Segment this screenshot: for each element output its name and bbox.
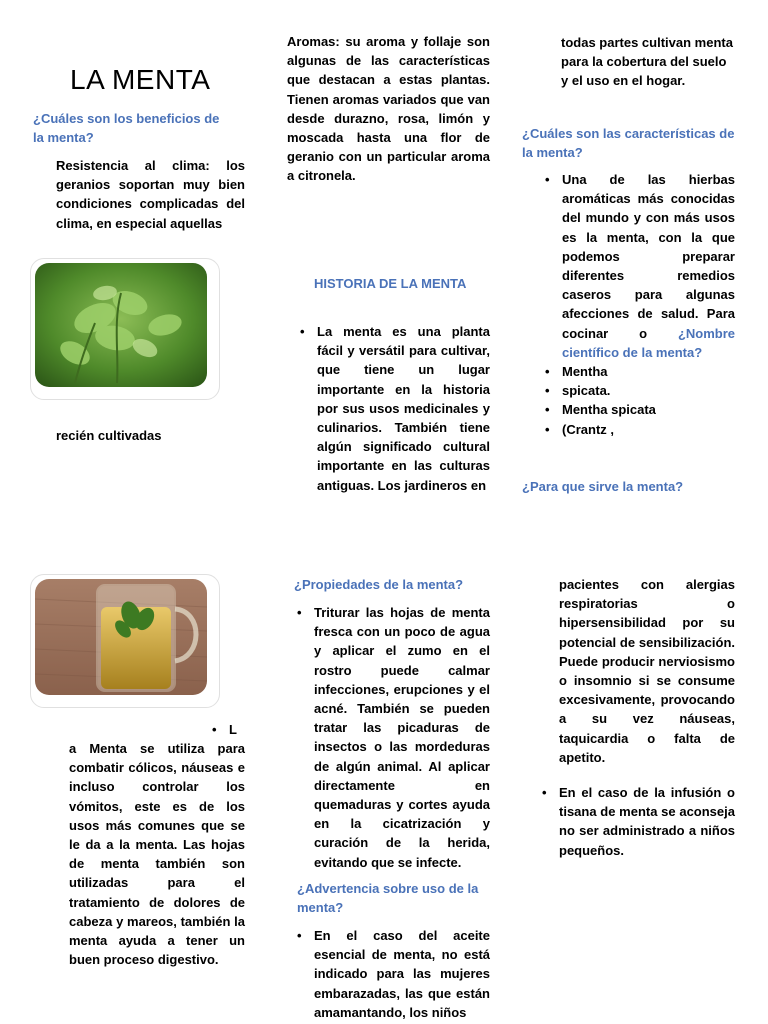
infusion-item: [559, 783, 735, 860]
uses-paragraph: a Menta se utiliza para combatir cólicos, náuseas e incluso controlar los vómitos, este es de los usos más comunes que se le da a la menta. Las hojas de menta también son utilizadas para el tratamiento de dolores de cabeza y mareos, también la menta ayuda a tener un buen proceso digestivo.: [69, 741, 245, 968]
infusion-text: En el caso de la infusión o tisana de menta se aconseja no ser administrado a niños pequeños.: [559, 785, 735, 858]
properties-heading: ¿Propiedades de la menta?: [294, 577, 464, 592]
infusion-list: [559, 783, 735, 860]
characteristics-text: Una de las hierbas aromáticas más conocidas del mundo y con más usos es la menta, con la que podemos preparar diferentes remedios caseros para algunas afecciones de salud. Para cocinar o: [562, 172, 735, 341]
scientific-name-item: [562, 381, 735, 400]
mint-tea-photo: [30, 574, 220, 708]
benefits-paragraph: Resistencia al clima: los geranios soportan muy bien condiciones complicadas del clima, en especial aquellas: [56, 158, 245, 231]
properties-text: Triturar las hojas de menta fresca con un poco de agua y aplicar el zumo en el rostro puede calmar infecciones, erupciones y el acné. También se pueden tratar las picaduras de insectos o las mordeduras de algún animal. Al aplicar directamente en quemaduras y cortes ayuda en la cicatrización y curación de la herida, evitando que se infecte.: [314, 605, 490, 870]
uses-bullet-letter: [229, 720, 259, 739]
scientific-name-item: [562, 420, 735, 439]
mint-plant-photo: [30, 258, 220, 400]
scientific-name-item: [562, 362, 735, 381]
aromas-paragraph: Aromas: su aroma y follaje son algunas de las características que destacan a estas plantas. Tienen aromas variados que van desde durazno, rosa, limón y moscada hasta una flor de geranio con un particular aroma a citronela.: [287, 34, 490, 184]
uses-bullet-text: L: [229, 722, 237, 737]
benefits-continuation: recién cultivadas: [56, 428, 162, 443]
scientific-name-text: spicata.: [562, 383, 611, 399]
characteristics-item: [562, 170, 735, 362]
properties-item: [314, 603, 490, 872]
history-list: [317, 322, 490, 495]
warning-heading: ¿Advertencia sobre uso de la menta?: [297, 881, 479, 916]
characteristics-list: [562, 170, 735, 439]
mint-tea-image: [35, 579, 207, 695]
scientific-name-text: (Crantz ,: [562, 421, 614, 437]
scientific-name-heading: ¿Nombre científico de la menta?: [562, 325, 735, 360]
scientific-name-item: [562, 400, 735, 419]
mint-leaves-image: [35, 263, 207, 387]
characteristics-heading: ¿Cuáles son las características de la menta?: [522, 126, 735, 161]
allergy-paragraph: pacientes con alergias respiratorias o hipersensibilidad por su potencial de sensibilización. Puede producir nerviosismo o insomnio si se consume excesivamente, provocando a su vez náuseas, taquicardia o falta de apetito.: [559, 577, 735, 765]
benefits-heading: ¿Cuáles son los beneficios de la menta?: [33, 111, 220, 146]
properties-list: [314, 603, 490, 872]
history-continuation: todas partes cultivan menta para la cobertura del suelo y el uso en el hogar.: [561, 35, 733, 89]
uses-heading: ¿Para que sirve la menta?: [522, 479, 684, 494]
warning-text: En el caso del aceite esencial de menta, no está indicado para las mujeres embarazadas, las que están amamantando, los niños: [314, 928, 490, 1020]
scientific-name-text: Mentha: [562, 364, 608, 380]
history-item: [317, 322, 490, 495]
scientific-name-text: Mentha spicata: [562, 402, 656, 418]
page-title: LA MENTA: [70, 64, 211, 95]
history-heading: HISTORIA DE LA MENTA: [314, 276, 467, 291]
warning-item: [314, 926, 490, 1022]
warning-list: [314, 926, 490, 1022]
uses-bullet: [229, 720, 259, 739]
history-text: La menta es una planta fácil y versátil para cultivar, que tiene un lugar importante en la historia por sus usos medicinales y culinarios. También tiene algún significado cultural importante en las culturas antiguas. Los jardineros en: [317, 324, 490, 493]
